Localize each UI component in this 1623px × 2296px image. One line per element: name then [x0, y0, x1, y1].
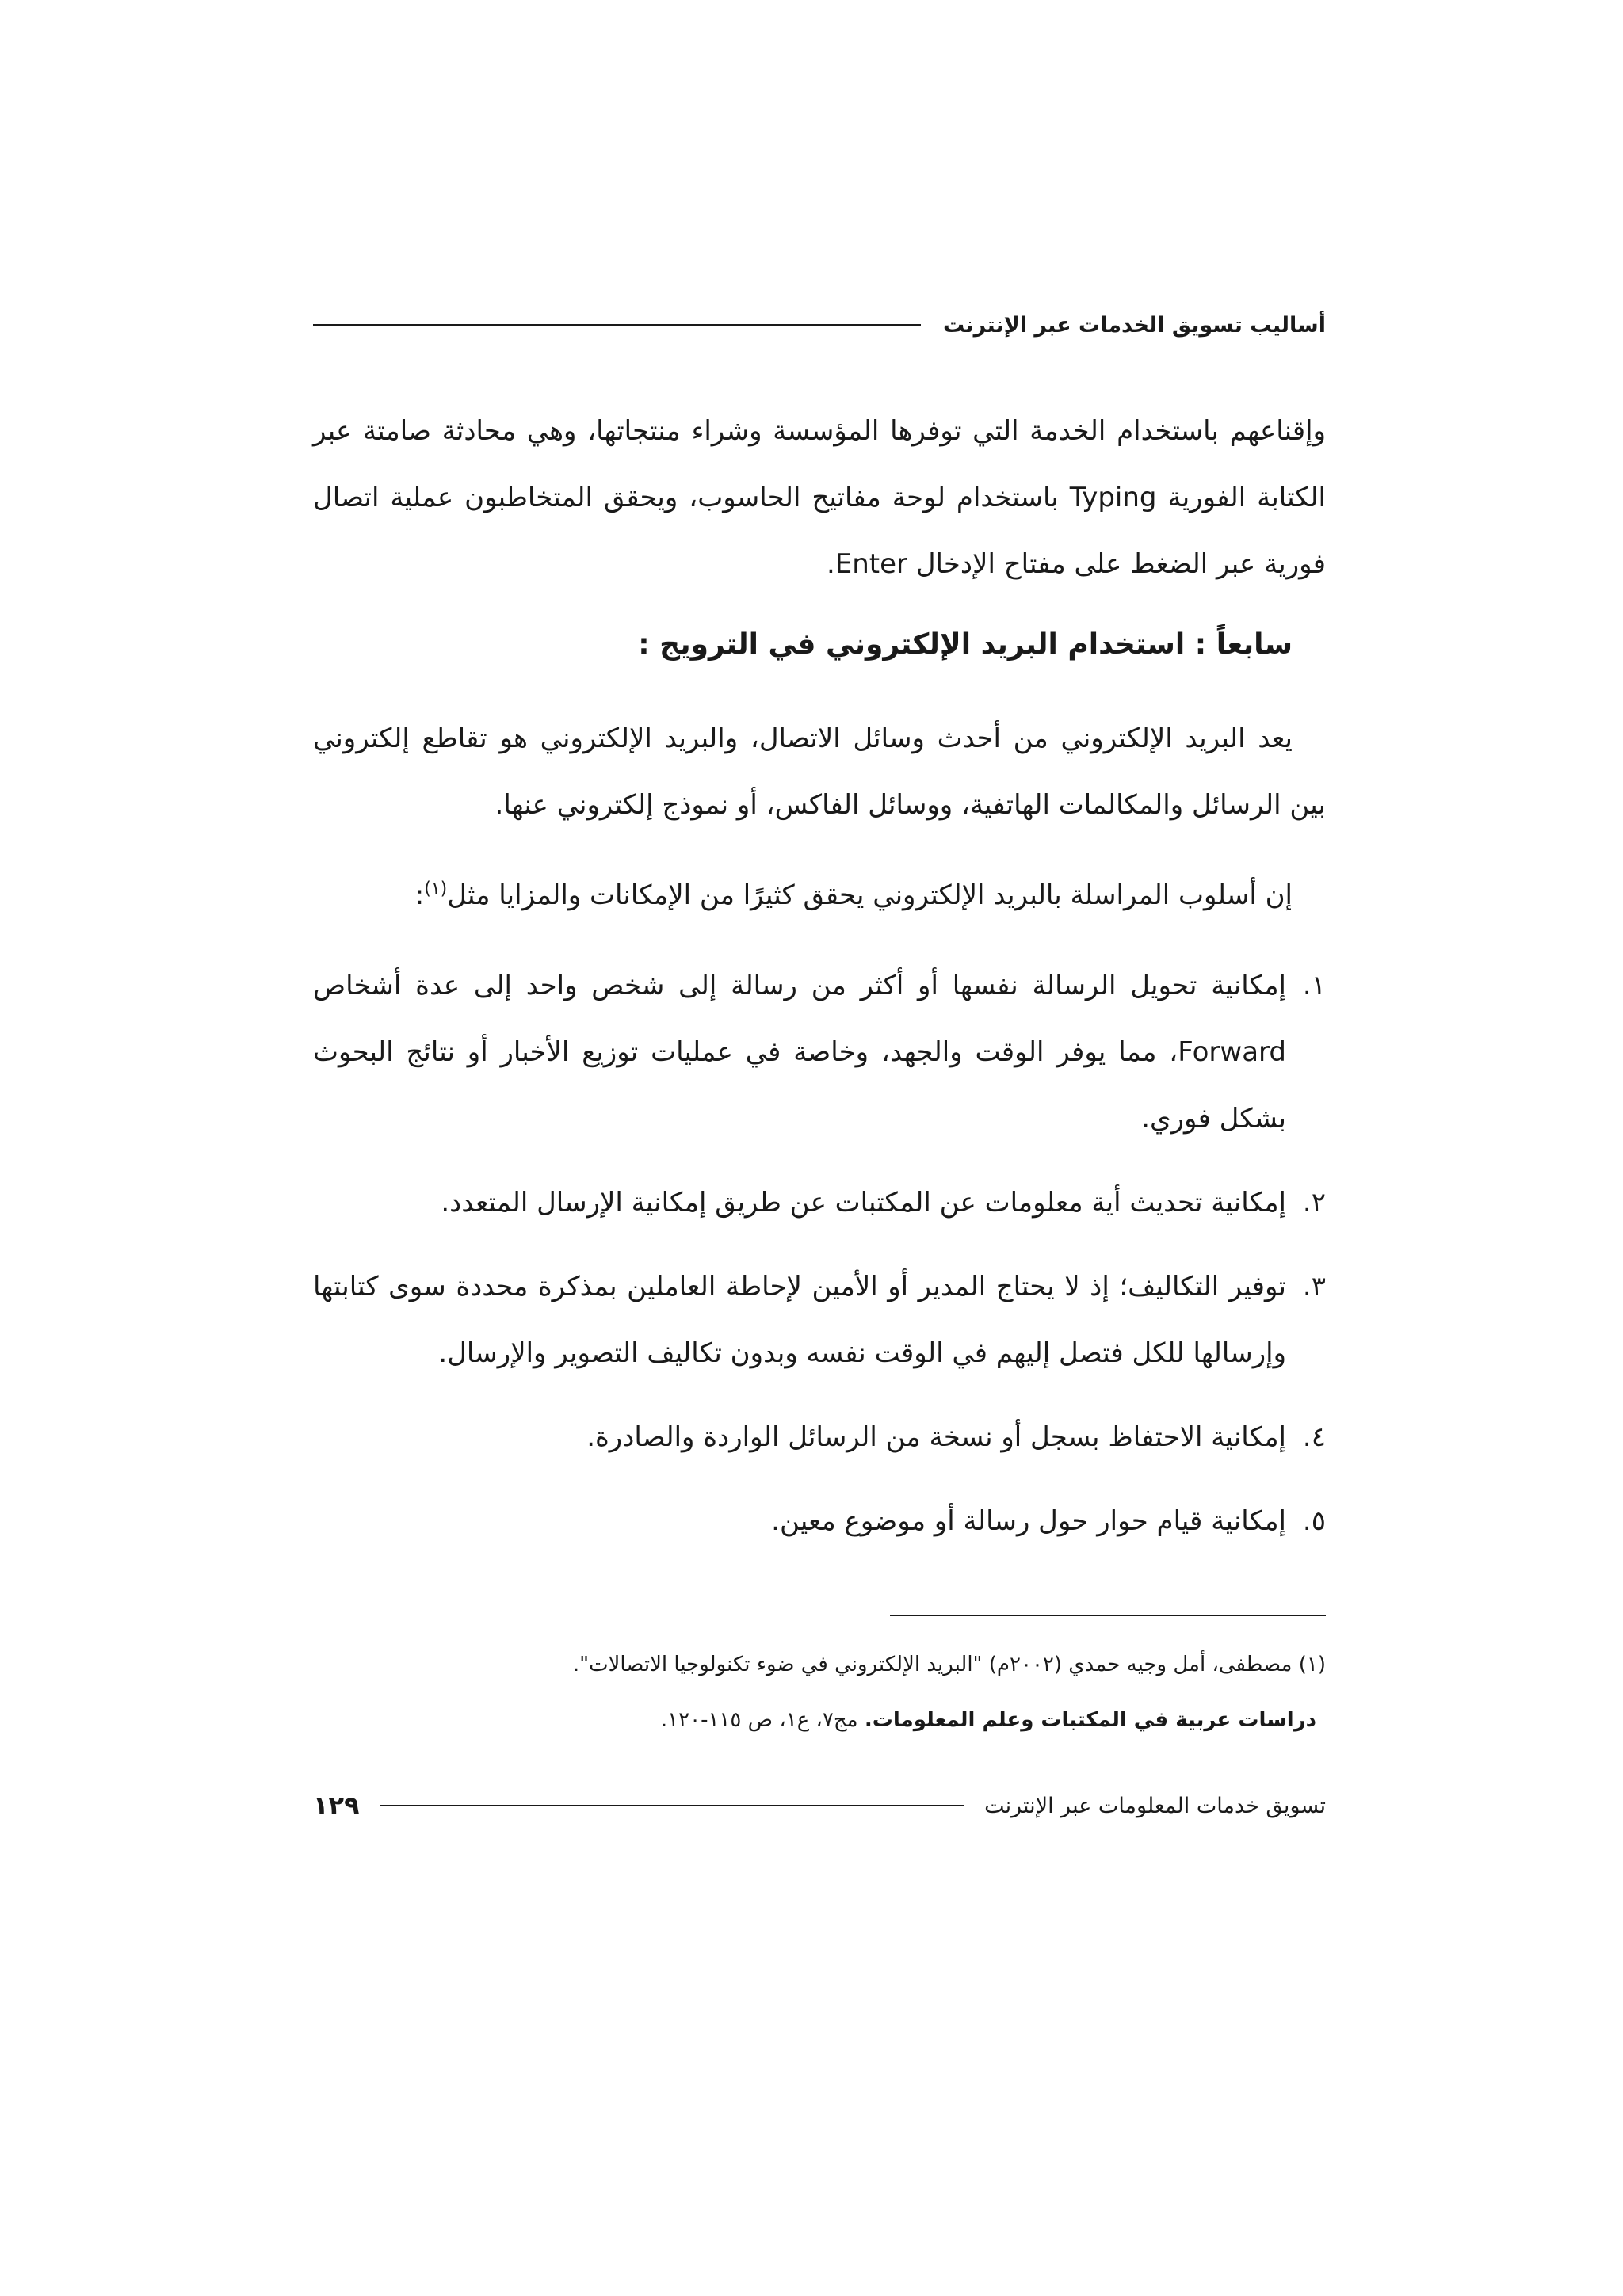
list-item-number: ٤.: [1302, 1421, 1326, 1453]
footnote-line-2: [313, 1692, 1326, 1748]
list-item: [313, 1253, 1326, 1386]
list-item: [313, 952, 1326, 1152]
list-item: [313, 1169, 1326, 1236]
email-advantages-paragraph: [313, 862, 1326, 929]
footnote-line-1: (١) مصطفى، أمل وجيه حمدي (٢٠٠٢م) "البريد الإلكتروني في ضوء تكنولوجيا الاتصالات".: [572, 1653, 1326, 1676]
advantages-list: [313, 952, 1326, 1554]
list-item-text: إمكانية قيام حوار حول رسالة أو موضوع معين.: [771, 1505, 1286, 1537]
book-page: [313, 301, 1326, 1825]
list-item-text: إمكانية الاحتفاظ بسجل أو نسخة من الرسائل الواردة والصادرة.: [586, 1421, 1286, 1453]
page-number: ١٢٩: [313, 1791, 360, 1821]
list-item-text: إمكانية تحويل الرسالة نفسها أو أكثر من رسالة إلى شخص واحد إلى عدة أشخاص Forward، مما يوفر الوقت والجهد، وخاصة في عمليات توزيع الأخبار أو نتائج البحوث بشكل فوري.: [313, 970, 1286, 1135]
running-title: أساليب تسويق الخدمات عبر الإنترنت: [942, 312, 1326, 338]
intro-paragraph: وإقناعهم باستخدام الخدمة التي توفرها المؤسسة وشراء منتجاتها، وهي محادثة صامتة عبر الكتابة الفورية Typing باستخدام لوحة مفاتيح الحاسوب، ويحقق المتخاطبون عملية اتصال فورية عبر الضغط على مفتاح الإدخال Enter.: [313, 415, 1326, 580]
section-heading: سابعاً : استخدام البريد الإلكتروني في الترويج :: [638, 628, 1293, 661]
advantages-intro-text: إن أسلوب المراسلة بالبريد الإلكتروني يحقق كثيرًا من الإمكانات والمزايا مثل: [447, 879, 1293, 911]
advantages-intro-colon: :: [414, 879, 425, 911]
list-item: [313, 1404, 1326, 1470]
list-item: [313, 1488, 1326, 1554]
footnote-ref: (١): [424, 879, 448, 899]
footer-book-title: تسويق خدمات المعلومات عبر الإنترنت: [984, 1793, 1326, 1818]
running-footer: [313, 1786, 1326, 1825]
list-item-number: ٣.: [1302, 1271, 1326, 1302]
header-rule: [313, 324, 921, 326]
list-item-text: إمكانية تحديث أية معلومات عن المكتبات عن طريق إمكانية الإرسال المتعدد.: [441, 1187, 1286, 1219]
list-item-number: ١.: [1302, 970, 1326, 1001]
email-definition-paragraph: يعد البريد الإلكتروني من أحدث وسائل الاتصال، والبريد الإلكتروني هو تقاطع إلكتروني بين الرسائل والمكالمات الهاتفية، ووسائل الفاكس، أو نموذج إلكتروني عنها.: [313, 723, 1326, 821]
footnote-journal-details: مج٧، ع١، ص ١١٥-١٢٠.: [660, 1708, 865, 1732]
list-item-number: ٥.: [1302, 1505, 1326, 1537]
footnote-separator: [890, 1615, 1326, 1616]
footer-rule: [380, 1805, 964, 1806]
footnote-journal-title: دراسات عربية في المكتبات وعلم المعلومات.: [864, 1708, 1316, 1732]
running-header: [313, 301, 1326, 349]
list-item-text: توفير التكاليف؛ إذ لا يحتاج المدير أو الأمين لإحاطة العاملين بمذكرة محددة سوى كتابتها وإرسالها للكل فتصل إليهم في الوقت نفسه وبدون تكاليف التصوير والإرسال.: [313, 1271, 1286, 1369]
list-item-number: ٢.: [1302, 1187, 1326, 1219]
